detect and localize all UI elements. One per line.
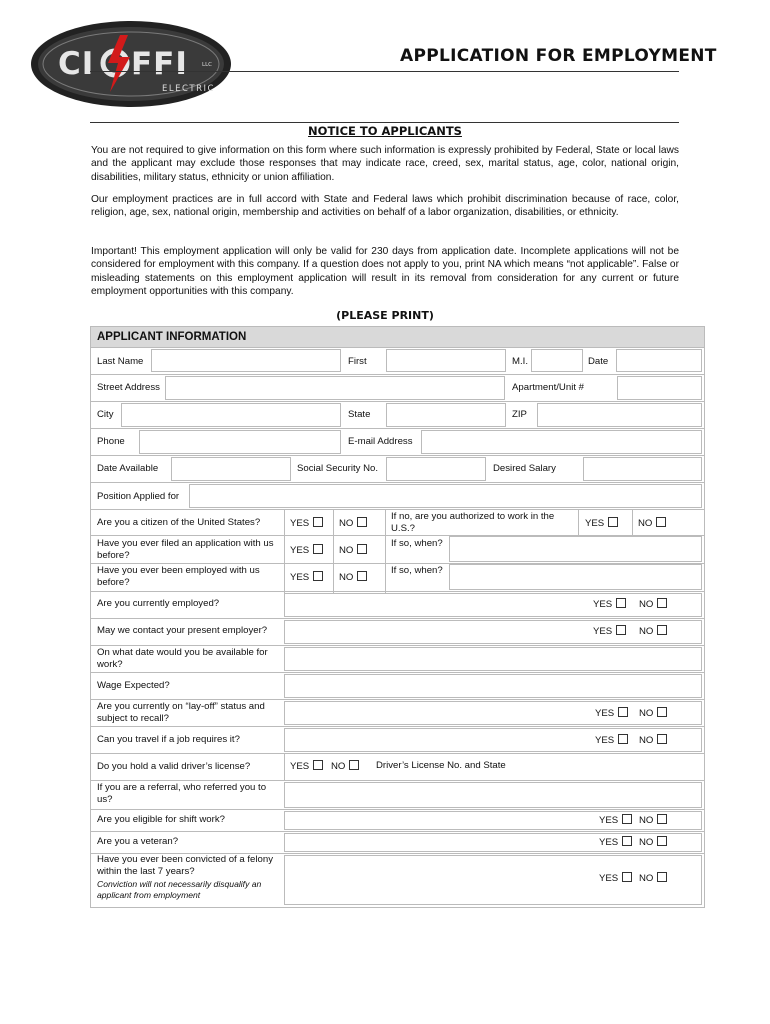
- travel-label: Can you travel if a job requires it?: [97, 734, 240, 745]
- contact-employer-label: May we contact your present employer?: [97, 625, 268, 636]
- license-number-field[interactable]: [513, 755, 702, 779]
- authorized-label: If no, are you authorized to work in the U.S.?: [391, 511, 555, 534]
- section-heading: APPLICANT INFORMATION: [91, 327, 704, 347]
- cioffi-electric-logo: [30, 20, 233, 108]
- felony-yes[interactable]: YES: [599, 872, 632, 885]
- filed-when-label: If so, when?: [391, 538, 443, 549]
- layoff-yes[interactable]: YES: [595, 707, 628, 720]
- email-label: E-mail Address: [348, 436, 413, 447]
- authorized-no[interactable]: NO: [638, 517, 666, 530]
- referral-field[interactable]: [284, 782, 702, 808]
- apt-field[interactable]: [617, 376, 702, 400]
- apt-label: Apartment/Unit #: [512, 382, 584, 393]
- employed-before-label: Have you ever been employed with us before?: [97, 565, 260, 588]
- notice-rule: [90, 122, 679, 123]
- svg-text:CI: CI: [58, 46, 95, 82]
- license-label: Do you hold a valid driver’s license?: [97, 761, 251, 772]
- please-print: (PLEASE PRINT): [336, 309, 434, 322]
- state-label: State: [348, 409, 371, 420]
- date-field[interactable]: [616, 349, 702, 372]
- filed-before-no[interactable]: NO: [339, 544, 367, 557]
- state-field[interactable]: [386, 403, 506, 427]
- authorized-yes[interactable]: YES: [585, 517, 618, 530]
- currently-employed-label: Are you currently employed?: [97, 598, 220, 609]
- layoff-label: Are you currently on “lay-off” status and subject to recall?: [97, 701, 265, 724]
- desired-salary-label: Desired Salary: [493, 463, 556, 474]
- last-name-field[interactable]: [151, 349, 341, 372]
- filed-before-yes[interactable]: YES: [290, 544, 323, 557]
- wage-field[interactable]: [284, 674, 702, 698]
- veteran-label: Are you a veteran?: [97, 836, 179, 847]
- first-name-field[interactable]: [386, 349, 506, 372]
- date-available-label: Date Available: [97, 463, 159, 474]
- travel-yes[interactable]: YES: [595, 734, 628, 747]
- license-no[interactable]: NO: [331, 760, 359, 773]
- mi-field[interactable]: [531, 349, 583, 372]
- city-field[interactable]: [121, 403, 341, 427]
- available-date-field[interactable]: [284, 647, 702, 671]
- desired-salary-field[interactable]: [583, 457, 702, 481]
- street-field[interactable]: [165, 376, 505, 400]
- ssn-label: Social Security No.: [297, 463, 379, 474]
- phone-label: Phone: [97, 436, 125, 447]
- ssn-field[interactable]: [386, 457, 486, 481]
- notice-paragraph-1: You are not required to give information on this form where such information is expressly prohibited by Federal, State or local laws and the applicant may exclude those responses that may indicate race, creed, sex, marital status, age, color, national origin, disabilities, military status, ethnicity or union affiliation.: [91, 145, 679, 183]
- employed-when-field[interactable]: [449, 564, 702, 590]
- last-name-label: Last Name: [97, 356, 144, 367]
- currently-employed-no[interactable]: NO: [639, 598, 667, 611]
- filed-before-label: Have you ever filed an application with us before?: [97, 538, 274, 561]
- travel-no[interactable]: NO: [639, 734, 667, 747]
- citizen-no[interactable]: NO: [339, 517, 367, 530]
- felony-note: Conviction will not necessarily disqualify an applicant from employment: [97, 879, 262, 900]
- citizen-yes[interactable]: YES: [290, 517, 323, 530]
- referral-label: If you are a referral, who referred you to us?: [97, 782, 267, 805]
- contact-employer-no[interactable]: NO: [639, 625, 667, 638]
- position-label: Position Applied for: [97, 491, 180, 502]
- shift-no[interactable]: NO: [639, 814, 667, 827]
- license-yes[interactable]: YES: [290, 760, 323, 773]
- zip-label: ZIP: [512, 409, 527, 420]
- employed-before-no[interactable]: NO: [339, 571, 367, 584]
- veteran-no[interactable]: NO: [639, 836, 667, 849]
- street-label: Street Address: [97, 382, 160, 393]
- title-rule: [90, 71, 679, 72]
- email-field[interactable]: [421, 430, 702, 454]
- page-title: APPLICATION FOR EMPLOYMENT: [400, 46, 717, 66]
- contact-employer-yes[interactable]: YES: [593, 625, 626, 638]
- svg-text:LLC: LLC: [202, 62, 212, 68]
- notice-paragraph-3: Important! This employment application will only be valid for 230 days from application date. Incomplete applications will not be considered for employment with this company. If a question does not apply to you, print NA which means “not applicable”. False or misleading statements on this employment application will result in its removal from consideration for any current or future employment opportunities with this company.: [91, 246, 679, 298]
- currently-employed-yes[interactable]: YES: [593, 598, 626, 611]
- first-name-label: First: [348, 356, 367, 367]
- date-available-field[interactable]: [171, 457, 291, 481]
- svg-text:ELECTRIC: ELECTRIC: [162, 84, 215, 94]
- citizen-label: Are you a citizen of the United States?: [97, 517, 261, 528]
- felony-label: Have you ever been convicted of a felony within the last 7 years?: [97, 854, 273, 877]
- employed-when-label: If so, when?: [391, 565, 443, 576]
- city-label: City: [97, 409, 114, 420]
- notice-paragraph-2: Our employment practices are in full accord with State and Federal laws which prohibit discrimination because of race, color, religion, age, sex, national origin, membership and activities on behalf of a labor organization, disabilities, or ethnicity.: [91, 194, 679, 219]
- shift-yes[interactable]: YES: [599, 814, 632, 827]
- license-number-label: Driver’s License No. and State: [376, 760, 506, 771]
- zip-field[interactable]: [537, 403, 702, 427]
- veteran-yes[interactable]: YES: [599, 836, 632, 849]
- employed-before-yes[interactable]: YES: [290, 571, 323, 584]
- layoff-no[interactable]: NO: [639, 707, 667, 720]
- position-field[interactable]: [189, 484, 702, 508]
- phone-field[interactable]: [139, 430, 341, 454]
- wage-label: Wage Expected?: [97, 680, 170, 691]
- filed-when-field[interactable]: [449, 536, 702, 562]
- svg-text:FFI: FFI: [131, 46, 188, 82]
- shift-label: Are you eligible for shift work?: [97, 814, 225, 825]
- notice-heading: NOTICE TO APPLICANTS: [308, 124, 462, 138]
- applicant-form: [90, 326, 705, 908]
- available-date-label: On what date would you be available for work?: [97, 647, 268, 670]
- mi-label: M.I.: [512, 356, 528, 367]
- felony-no[interactable]: NO: [639, 872, 667, 885]
- date-label: Date: [588, 356, 609, 367]
